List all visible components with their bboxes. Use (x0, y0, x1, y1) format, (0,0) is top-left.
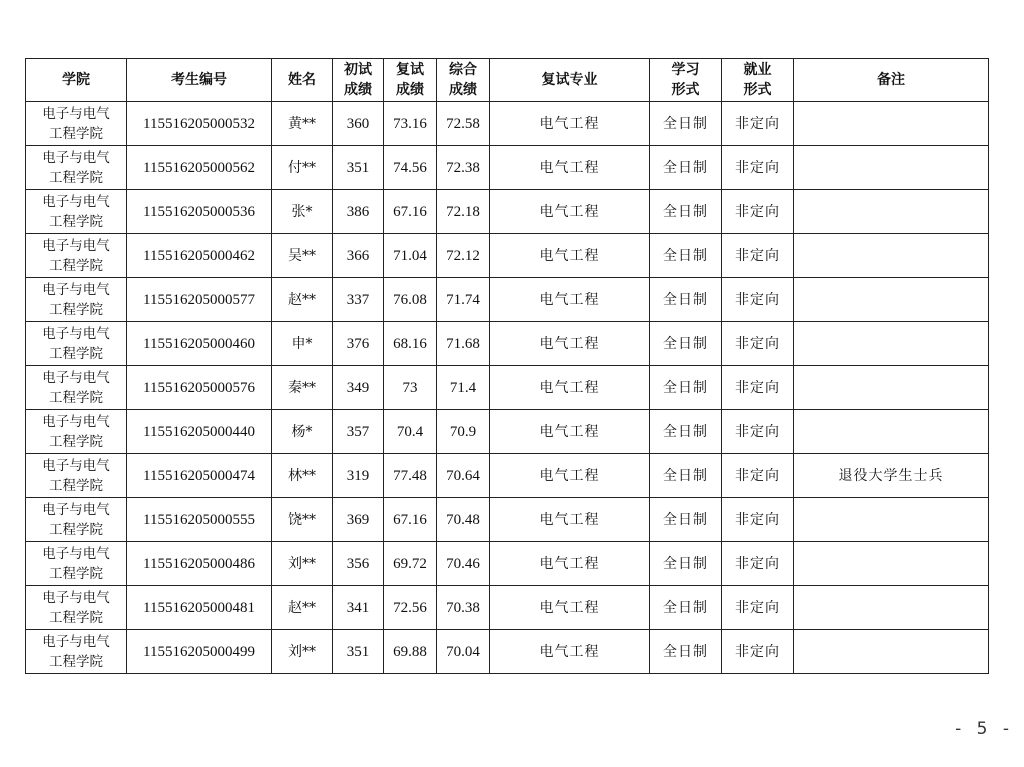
cell-name: 赵** (272, 278, 333, 322)
table-row (26, 454, 989, 498)
cell-candidate-id: 115516205000460 (127, 322, 272, 366)
cell-college-line: 电子与电气 (42, 457, 110, 474)
cell-study-mode: 全日制 (650, 190, 722, 234)
cell-total-score: 70.04 (437, 630, 490, 674)
cell-note (794, 234, 989, 278)
cell-retest-score: 69.72 (384, 542, 437, 586)
cell-college (26, 278, 127, 322)
cell-study-mode: 全日制 (650, 366, 722, 410)
header-name-line: 姓名 (288, 72, 316, 88)
cell-college (26, 586, 127, 630)
cell-total-score: 70.46 (437, 542, 490, 586)
cell-retest-major: 电气工程 (490, 498, 650, 542)
cell-retest-score: 76.08 (384, 278, 437, 322)
header-college-line: 学院 (62, 72, 90, 88)
cell-candidate-id: 115516205000536 (127, 190, 272, 234)
cell-retest-score: 73 (384, 366, 437, 410)
cell-employment-mode: 非定向 (722, 454, 794, 498)
cell-note (794, 146, 989, 190)
table-row (26, 586, 989, 630)
cell-candidate-id: 115516205000532 (127, 102, 272, 146)
cell-note (794, 498, 989, 542)
cell-name: 黄** (272, 102, 333, 146)
header-note-line: 备注 (877, 72, 905, 88)
header-retest-major-line: 复试专业 (541, 72, 598, 88)
cell-note (794, 410, 989, 454)
cell-total-score: 71.68 (437, 322, 490, 366)
cell-college-line: 工程学院 (49, 653, 103, 670)
cell-name: 林** (272, 454, 333, 498)
table-row (26, 234, 989, 278)
cell-name: 秦** (272, 366, 333, 410)
cell-study-mode: 全日制 (650, 586, 722, 630)
cell-employment-mode: 非定向 (722, 410, 794, 454)
header-candidate-id (127, 59, 272, 102)
cell-retest-score: 67.16 (384, 498, 437, 542)
header-employment-mode (722, 59, 794, 102)
cell-name: 刘** (272, 542, 333, 586)
cell-note (794, 366, 989, 410)
cell-college-line: 工程学院 (49, 125, 103, 142)
cell-study-mode: 全日制 (650, 410, 722, 454)
cell-candidate-id: 115516205000481 (127, 586, 272, 630)
cell-study-mode: 全日制 (650, 234, 722, 278)
cell-retest-score: 74.56 (384, 146, 437, 190)
cell-name: 杨* (272, 410, 333, 454)
cell-total-score: 70.48 (437, 498, 490, 542)
cell-college-line: 电子与电气 (42, 369, 110, 386)
cell-retest-score: 69.88 (384, 630, 437, 674)
cell-college-line: 工程学院 (49, 521, 103, 538)
cell-retest-score: 77.48 (384, 454, 437, 498)
cell-college-line: 工程学院 (49, 477, 103, 494)
table-row (26, 322, 989, 366)
table-row (26, 102, 989, 146)
cell-initial-score: 360 (333, 102, 384, 146)
cell-college (26, 410, 127, 454)
cell-initial-score: 356 (333, 542, 384, 586)
cell-college-line: 工程学院 (49, 301, 103, 318)
header-employment-mode-line1: 就业 (743, 62, 772, 78)
cell-college-line: 工程学院 (49, 257, 103, 274)
cell-college-line: 电子与电气 (42, 325, 110, 342)
cell-note (794, 542, 989, 586)
cell-candidate-id: 115516205000440 (127, 410, 272, 454)
cell-name: 赵** (272, 586, 333, 630)
cell-employment-mode: 非定向 (722, 102, 794, 146)
header-employment-mode-line2: 形式 (743, 82, 772, 98)
table-row (26, 410, 989, 454)
header-retest-score-line2: 成绩 (396, 82, 424, 98)
cell-total-score: 72.12 (437, 234, 490, 278)
cell-retest-major: 电气工程 (490, 366, 650, 410)
header-row (26, 59, 989, 102)
cell-retest-major: 电气工程 (490, 542, 650, 586)
cell-study-mode: 全日制 (650, 454, 722, 498)
header-retest-score (384, 59, 437, 102)
cell-employment-mode: 非定向 (722, 542, 794, 586)
cell-initial-score: 341 (333, 586, 384, 630)
cell-candidate-id: 115516205000462 (127, 234, 272, 278)
cell-total-score: 70.9 (437, 410, 490, 454)
table-row (26, 542, 989, 586)
cell-college (26, 146, 127, 190)
header-retest-major (490, 59, 650, 102)
cell-employment-mode: 非定向 (722, 322, 794, 366)
cell-college-line: 工程学院 (49, 609, 103, 626)
cell-initial-score: 376 (333, 322, 384, 366)
header-study-mode (650, 59, 722, 102)
cell-employment-mode: 非定向 (722, 366, 794, 410)
cell-note (794, 322, 989, 366)
cell-employment-mode: 非定向 (722, 234, 794, 278)
cell-retest-major: 电气工程 (490, 278, 650, 322)
cell-college-line: 电子与电气 (42, 193, 110, 210)
cell-retest-major: 电气工程 (490, 410, 650, 454)
table-row (26, 190, 989, 234)
header-initial-score-line1: 初试 (344, 62, 372, 78)
cell-name: 吴** (272, 234, 333, 278)
cell-employment-mode: 非定向 (722, 146, 794, 190)
cell-note (794, 102, 989, 146)
cell-initial-score: 351 (333, 630, 384, 674)
cell-college (26, 630, 127, 674)
cell-total-score: 72.18 (437, 190, 490, 234)
cell-college-line: 电子与电气 (42, 633, 110, 650)
header-college (26, 59, 127, 102)
cell-study-mode: 全日制 (650, 542, 722, 586)
header-name (272, 59, 333, 102)
cell-note (794, 586, 989, 630)
cell-study-mode: 全日制 (650, 146, 722, 190)
cell-college (26, 498, 127, 542)
header-total-score-line1: 综合 (449, 62, 477, 78)
header-initial-score-line2: 成绩 (344, 82, 372, 98)
cell-retest-score: 71.04 (384, 234, 437, 278)
cell-retest-major: 电气工程 (490, 102, 650, 146)
table-row (26, 366, 989, 410)
cell-college (26, 366, 127, 410)
cell-name: 申* (272, 322, 333, 366)
cell-college-line: 工程学院 (49, 213, 103, 230)
table-header (26, 59, 989, 102)
header-note (794, 59, 989, 102)
header-study-mode-line2: 形式 (671, 82, 700, 98)
cell-initial-score: 369 (333, 498, 384, 542)
cell-total-score: 72.58 (437, 102, 490, 146)
cell-initial-score: 366 (333, 234, 384, 278)
cell-college (26, 190, 127, 234)
cell-college (26, 322, 127, 366)
header-candidate-id-line: 考生编号 (171, 72, 227, 88)
cell-retest-major: 电气工程 (490, 322, 650, 366)
cell-college-line: 电子与电气 (42, 237, 110, 254)
header-initial-score (333, 59, 384, 102)
cell-study-mode: 全日制 (650, 322, 722, 366)
cell-college-line: 电子与电气 (42, 501, 110, 518)
cell-note (794, 190, 989, 234)
cell-retest-major: 电气工程 (490, 146, 650, 190)
cell-note (794, 278, 989, 322)
cell-retest-major: 电气工程 (490, 454, 650, 498)
cell-total-score: 72.38 (437, 146, 490, 190)
cell-college-line: 工程学院 (49, 389, 103, 406)
cell-college-line: 电子与电气 (42, 281, 110, 298)
header-retest-score-line1: 复试 (396, 62, 424, 78)
cell-total-score: 71.74 (437, 278, 490, 322)
cell-initial-score: 357 (333, 410, 384, 454)
cell-retest-score: 68.16 (384, 322, 437, 366)
page-number: - 5 - (955, 719, 1014, 739)
cell-retest-score: 67.16 (384, 190, 437, 234)
header-total-score (437, 59, 490, 102)
cell-retest-major: 电气工程 (490, 586, 650, 630)
cell-name: 张* (272, 190, 333, 234)
cell-employment-mode: 非定向 (722, 498, 794, 542)
cell-initial-score: 349 (333, 366, 384, 410)
cell-study-mode: 全日制 (650, 630, 722, 674)
cell-name: 饶** (272, 498, 333, 542)
table-row (26, 630, 989, 674)
header-total-score-line2: 成绩 (449, 82, 477, 98)
cell-initial-score: 386 (333, 190, 384, 234)
table-body (26, 102, 989, 674)
cell-total-score: 71.4 (437, 366, 490, 410)
cell-name: 刘** (272, 630, 333, 674)
cell-college-line: 电子与电气 (42, 105, 110, 122)
cell-study-mode: 全日制 (650, 102, 722, 146)
cell-candidate-id: 115516205000562 (127, 146, 272, 190)
cell-retest-major: 电气工程 (490, 630, 650, 674)
cell-retest-score: 72.56 (384, 586, 437, 630)
cell-retest-major: 电气工程 (490, 234, 650, 278)
table-row (26, 278, 989, 322)
cell-study-mode: 全日制 (650, 278, 722, 322)
cell-employment-mode: 非定向 (722, 630, 794, 674)
cell-college-line: 工程学院 (49, 433, 103, 450)
cell-retest-score: 70.4 (384, 410, 437, 454)
cell-college-line: 电子与电气 (42, 413, 110, 430)
cell-college-line: 电子与电气 (42, 589, 110, 606)
cell-note: 退役大学生士兵 (794, 454, 989, 498)
cell-candidate-id: 115516205000499 (127, 630, 272, 674)
cell-college-line: 工程学院 (49, 345, 103, 362)
header-study-mode-line1: 学习 (671, 62, 700, 78)
cell-total-score: 70.64 (437, 454, 490, 498)
cell-initial-score: 337 (333, 278, 384, 322)
cell-college (26, 542, 127, 586)
table-row (26, 498, 989, 542)
cell-retest-score: 73.16 (384, 102, 437, 146)
cell-college-line: 工程学院 (49, 565, 103, 582)
cell-college (26, 454, 127, 498)
cell-employment-mode: 非定向 (722, 586, 794, 630)
table-row (26, 146, 989, 190)
cell-college-line: 工程学院 (49, 169, 103, 186)
cell-initial-score: 351 (333, 146, 384, 190)
admission-table (25, 58, 989, 674)
cell-total-score: 70.38 (437, 586, 490, 630)
cell-candidate-id: 115516205000576 (127, 366, 272, 410)
cell-college-line: 电子与电气 (42, 545, 110, 562)
cell-candidate-id: 115516205000555 (127, 498, 272, 542)
cell-college-line: 电子与电气 (42, 149, 110, 166)
cell-candidate-id: 115516205000577 (127, 278, 272, 322)
cell-employment-mode: 非定向 (722, 190, 794, 234)
cell-employment-mode: 非定向 (722, 278, 794, 322)
cell-retest-major: 电气工程 (490, 190, 650, 234)
cell-candidate-id: 115516205000474 (127, 454, 272, 498)
cell-note (794, 630, 989, 674)
cell-name: 付** (272, 146, 333, 190)
cell-candidate-id: 115516205000486 (127, 542, 272, 586)
cell-study-mode: 全日制 (650, 498, 722, 542)
cell-initial-score: 319 (333, 454, 384, 498)
cell-college (26, 102, 127, 146)
cell-college (26, 234, 127, 278)
